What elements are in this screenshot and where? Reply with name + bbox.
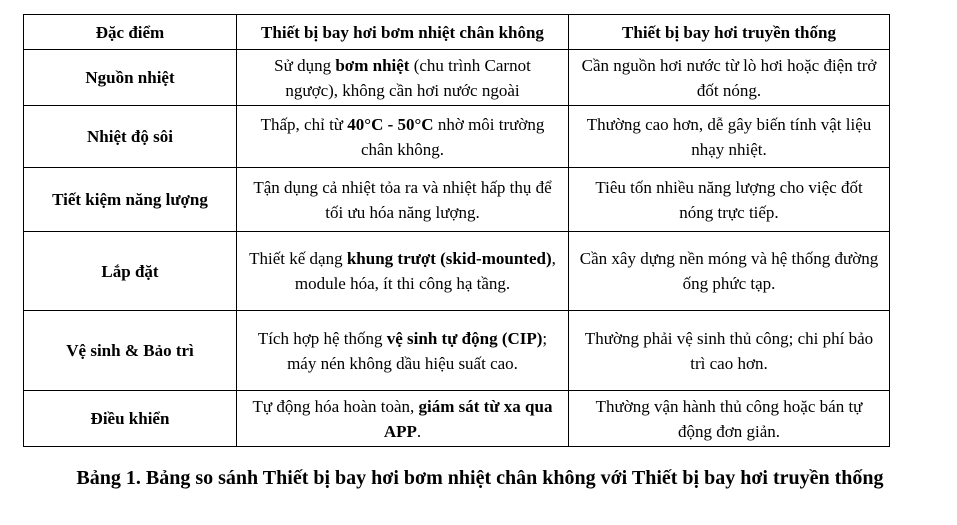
feature-cell: Tiết kiệm năng lượng bbox=[24, 168, 237, 232]
text-segment: ; máy nén không dầu hiệu suất cao. bbox=[287, 328, 548, 373]
table-header-row bbox=[24, 15, 890, 50]
text-segment: Sử dụng bbox=[274, 55, 336, 75]
comparison-table bbox=[23, 14, 890, 447]
feature-cell: Nguồn nhiệt bbox=[24, 50, 237, 106]
text-segment: nhờ môi trường chân không. bbox=[360, 114, 545, 159]
traditional-cell: Cần xây dựng nền móng và hệ thống đường ống phức tạp. bbox=[569, 232, 890, 311]
table-row bbox=[24, 106, 890, 168]
bold-text: bơm nhiệt bbox=[335, 55, 410, 75]
feature-cell: Điều khiển bbox=[24, 391, 237, 447]
text-segment: Tự động hóa hoàn toàn, bbox=[252, 396, 419, 416]
text-segment: Thấp, chỉ từ bbox=[260, 114, 348, 134]
vacuum-cell bbox=[237, 232, 569, 311]
traditional-cell: Cần nguồn hơi nước từ lò hơi hoặc điện trở đốt nóng. bbox=[569, 50, 890, 106]
text-segment: Tích hợp hệ thống bbox=[257, 328, 387, 348]
vacuum-cell bbox=[237, 50, 569, 106]
vacuum-cell bbox=[237, 168, 569, 232]
vacuum-cell bbox=[237, 311, 569, 391]
traditional-cell: Thường phải vệ sinh thủ công; chi phí bảo trì cao hơn. bbox=[569, 311, 890, 391]
traditional-cell: Thường vận hành thủ công hoặc bán tự động đơn giản. bbox=[569, 391, 890, 447]
feature-cell: Vệ sinh & Bảo trì bbox=[24, 311, 237, 391]
text-segment: Tận dụng cả nhiệt tỏa ra và nhiệt hấp thụ để tối ưu hóa năng lượng. bbox=[253, 177, 552, 222]
bold-text: khung trượt (skid-mounted) bbox=[346, 249, 552, 268]
table-row bbox=[24, 168, 890, 232]
feature-cell: Nhiệt độ sôi bbox=[24, 106, 237, 168]
text-segment: . bbox=[416, 421, 422, 441]
table-row bbox=[24, 311, 890, 391]
bold-text: 40°C - 50°C bbox=[347, 114, 434, 134]
bold-text: giám sát từ xa qua APP bbox=[383, 396, 553, 441]
text-segment: , module hóa, ít thi công hạ tầng. bbox=[294, 249, 556, 293]
feature-cell: Lắp đặt bbox=[24, 232, 237, 311]
header-vacuum-evaporator: Thiết bị bay hơi bơm nhiệt chân không bbox=[237, 15, 569, 50]
header-traditional-evaporator: Thiết bị bay hơi truyền thống bbox=[569, 15, 890, 50]
table-row bbox=[24, 50, 890, 106]
table-row bbox=[24, 232, 890, 311]
vacuum-cell bbox=[237, 391, 569, 447]
traditional-cell: Tiêu tốn nhiều năng lượng cho việc đốt nóng trực tiếp. bbox=[569, 168, 890, 232]
vacuum-cell bbox=[237, 106, 569, 168]
text-segment: Thiết kế dạng bbox=[249, 249, 347, 268]
traditional-cell: Thường cao hơn, dễ gây biến tính vật liệu nhạy nhiệt. bbox=[569, 106, 890, 168]
bold-text: vệ sinh tự động (CIP) bbox=[386, 328, 543, 348]
table-caption: Bảng 1. Bảng so sánh Thiết bị bay hơi bơm nhiệt chân không với Thiết bị bay hơi truyền thống bbox=[76, 467, 884, 489]
table-row bbox=[24, 391, 890, 447]
header-feature: Đặc điểm bbox=[24, 15, 237, 50]
text-segment: (chu trình Carnot ngược), không cần hơi nước ngoài bbox=[285, 55, 531, 100]
